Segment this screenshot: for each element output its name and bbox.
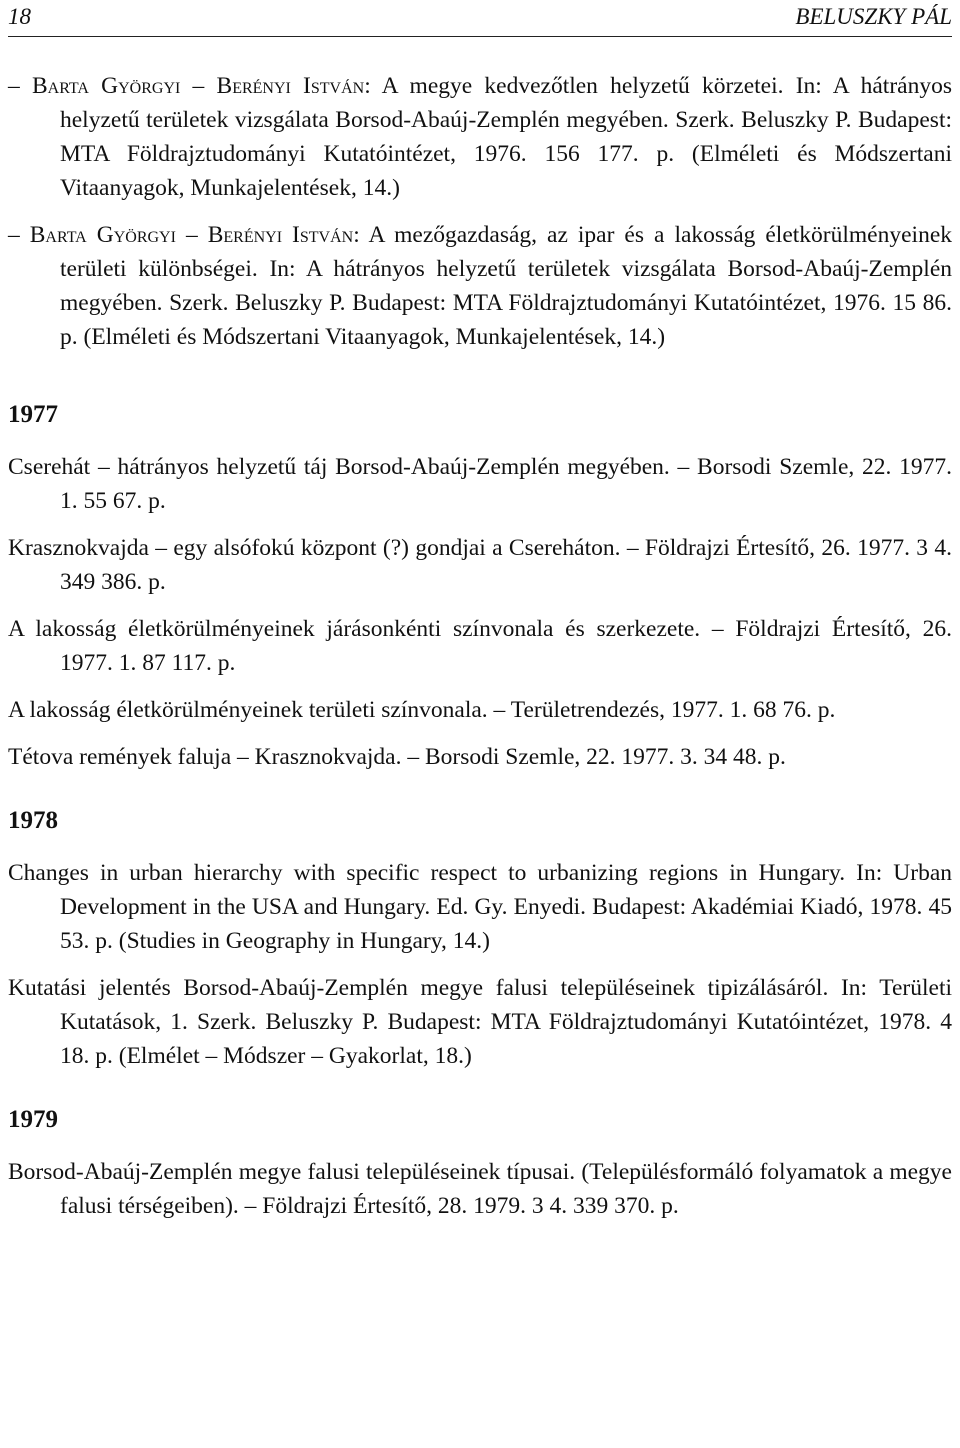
year-heading: 1979	[8, 1106, 58, 1133]
running-head: BELUSZKY PÁL	[795, 4, 952, 29]
bibliography-entry: Tétova remények faluja – Krasznokvajda. – Borsodi Szemle, 22. 1977. 3. 34 48. p.	[8, 744, 786, 770]
bibliography-entry: Borsod-Abaúj-Zemplén megye falusi településeinek típusai. (Településformáló folyamatok a megye falusi térségeiben). – Földrajzi Értesítő, 28. 1979. 3 4. 339 370. p.	[8, 1159, 952, 1219]
bibliography-entry: A lakosság életkörülményeinek járásonkénti színvonala és szerkezete. – Földrajzi Értesítő, 26. 1977. 1. 87 117. p.	[8, 616, 952, 676]
entry-authors: – Barta Györgyi – Berényi István:	[8, 73, 371, 99]
year-heading: 1977	[8, 401, 58, 428]
bibliography-entry: Kutatási jelentés Borsod-Abaúj-Zemplén megye falusi településeinek tipizálásáról. In: Területi Kutatások, 1. Szerk. Beluszky P. Budapest: MTA Földrajztudományi Kutatóintézet, 1978. 4 18. p. (Elmélet – Módszer – Gyakorlat, 18.)	[8, 975, 952, 1069]
bibliography-entry: A lakosság életkörülményeinek területi színvonala. – Területrendezés, 1977. 1. 68 76. p.	[8, 697, 836, 723]
bibliography-entry: Krasznokvajda – egy alsófokú központ (?) gondjai a Csereháton. – Földrajzi Értesítő, 26. 1977. 3 4. 349 386. p.	[8, 535, 952, 595]
year-heading: 1978	[8, 807, 58, 834]
page-number: 18	[8, 4, 31, 29]
bibliography-entry: Cserehát – hátrányos helyzetű táj Borsod-Abaúj-Zemplén megyében. – Borsodi Szemle, 22. 1977. 1. 55 67. p.	[8, 454, 952, 514]
page-header	[8, 0, 952, 37]
bibliography-entry: Changes in urban hierarchy with specific respect to urbanizing regions in Hungary. In: Urban Development in the USA and Hungary. Ed. Gy. Enyedi. Budapest: Akadémiai Kiadó, 1978. 45 53. p. (Studies in Geography in Hungary, 14.)	[8, 860, 952, 954]
entry-text: A megye kedvezőtlen helyzetű körzetei. In: A hátrányos helyzetű területek vizsgálata Borsod-Abaúj-Zemplén megyében. Szerk. Beluszky P. Budapest: MTA Földrajztudományi Kutatóintézet, 1976. 156 177. p. (Elméleti és Módszertani Vitaanyagok, Munkajelentések, 14.)	[60, 73, 952, 201]
entry-text: A mezőgazdaság, az ipar és a lakosság életkörülményeinek területi különbségei. In: A hátrányos helyzetű területek vizsgálata Borsod-Abaúj-Zemplén megyében. Szerk. Beluszky P. Budapest: MTA Földrajztudományi Kutatóintézet, 1976. 15 86. p. (Elméleti és Módszertani Vitaanyagok, Munkajelentések, 14.)	[60, 222, 952, 350]
bibliography-list	[8, 69, 952, 1223]
bibliography-entry	[8, 69, 952, 205]
bibliography-entry	[8, 218, 952, 354]
entry-authors: – Barta Györgyi – Berényi István:	[8, 222, 360, 248]
